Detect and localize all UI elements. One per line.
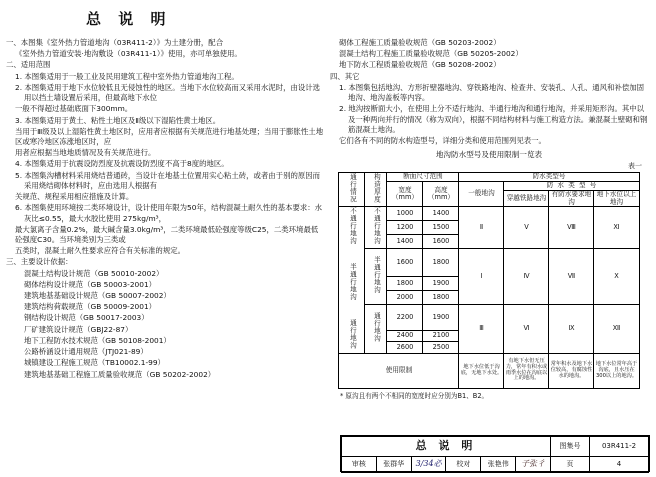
left-line-2-7: 5. 本图集沟槽材料采用烧结普通砖，当设计在地基土位置用实心粘土砖，或者由于别的原因而采用烧结砌体材料时，应由选用人根据有 <box>15 170 321 190</box>
th-width: 宽度（mm） <box>387 182 423 207</box>
left-heading-2: 二、适用范围 <box>6 60 51 70</box>
left-line-2-0: 1. 本图集适用于一般工业及民用建筑工程中室外热力管道地沟工程。 <box>15 71 239 81</box>
td-group-label-3: 通行地沟 <box>365 305 387 353</box>
tb-check-sign: 子张彳 <box>516 457 551 473</box>
left-line-2-8: 关规范、规程采用相应措施及计算。 <box>15 192 134 202</box>
table-subtitle: 表一 <box>628 161 642 170</box>
left-line-2-10: 最大氯离子含量0.2%，最大碱含量3.0kg/m³，二类环境最低砼强度等级C25，二类环境最低砼强度C30。当环境类别为三类或 <box>15 224 319 244</box>
left-line-2-6: 4. 本图集适用于抗震设防烈度及抗震设防烈度不高于8度的地区。 <box>15 159 229 169</box>
td-height-2: 1600 <box>423 235 459 249</box>
right-line-1: 2. 地沟按断面大小，在使用上分不适行地沟、半通行地沟和通行地沟，并采用矩形沟。其中以及一种两向并行的情况（称为双向），根据不同结构材料与施工构造方法。兼混凝土壁砌和钢筋混凝土地沟。 <box>339 104 648 134</box>
left-line-2-9: 6. 本图集使用环境按二类环境设计，设计使用年限为50年，结构混凝土耐久性的基本要求：水灰比≤0.55，最大水胶比使用 275kg/m³， <box>15 203 323 223</box>
tb-drawing-name: 总 说 明 <box>342 437 551 457</box>
th-waterproof-type: 防水类型号 <box>459 173 639 182</box>
table-row <box>339 207 639 221</box>
left-line-2-5: 用者应根据当地地质情况及有关规范进行。 <box>15 148 156 158</box>
left-line-1-0: 《室外热力管道安装·地沟敷设（03R411-1）》使用，亦可单独使用。 <box>15 49 242 59</box>
left-heading-1: 一、本图集《室外热力管道地沟（03R411-2）》为土建分册，配合 <box>6 38 224 47</box>
td-type4-g2: Ⅹ <box>594 249 639 305</box>
td-type1-g1: Ⅱ <box>459 207 504 249</box>
content-columns <box>6 38 650 438</box>
table-row <box>339 305 639 331</box>
th-type-wp: 有防水要求地沟 <box>549 190 594 207</box>
td-width-2: 1400 <box>387 235 423 249</box>
tb-review-sign: 3/34必 <box>411 457 446 473</box>
td-limit-label: 使用限制 <box>339 353 459 388</box>
left-line-2-3: 3. 本图集适用于黄土、粘性土地区及Ⅱ级以下湿陷性黄土地区。 <box>15 115 221 125</box>
left-ref-3: 建筑结构荷载规范（GB 50009-2001） <box>24 302 157 312</box>
table-footnote: * 原沟且有两个不相同的宽度时应分别为B1、B2。 <box>340 391 489 400</box>
tb-check-name: 张艳伟 <box>481 457 516 473</box>
td-passability-col: 不通行地沟 半通行地沟 通行地沟 <box>339 207 365 353</box>
td-group-label-1: 不通行地沟 <box>365 207 387 249</box>
left-heading-3: 三、主要设计依据： <box>6 257 73 267</box>
td-type3-g1: Ⅷ <box>549 207 594 249</box>
td-type1-g2: Ⅰ <box>459 249 504 305</box>
td-height-7: 2100 <box>423 330 459 341</box>
td-type4-g1: Ⅺ <box>594 207 639 249</box>
th-type-rail: 穿越铁路地沟 <box>504 190 549 207</box>
td-width-3: 1600 <box>387 249 423 277</box>
left-line-2-2: 一般不得超过基础底面下300mm。 <box>15 104 133 114</box>
left-line-2-11: 五类时，混凝土耐久性要求应符合有关标准的规定。 <box>15 246 185 256</box>
td-type3-g3: Ⅸ <box>549 305 594 353</box>
th-thickness: 构造厚度 <box>365 173 387 207</box>
right-line-0: 1. 本图集包括地沟、方形折壁器地沟、穿铁路地沟、检查井、安装孔、人孔、通风和补偿加固地沟、地沟盖板等内容。 <box>339 82 645 103</box>
th-height: 高度（mm） <box>423 182 459 207</box>
left-ref-6: 地下工程防水技术规范（GB 50108-2001） <box>24 335 171 345</box>
right-top-2: 地下防水工程质量验收规范（GB 50208-2002） <box>339 60 501 70</box>
td-limit-3: 地下水位常年高于沟底，且水压在300以上的地沟。 <box>594 353 639 388</box>
right-top-0: 砌体工程施工质量验收规范（GB 50203-2002） <box>339 38 501 47</box>
table-row <box>339 249 639 277</box>
th-type-general: 一般地沟 <box>459 182 504 207</box>
page-title: 总 说 明 <box>86 10 172 28</box>
td-height-0: 1400 <box>423 207 459 221</box>
left-ref-8: 城镇建设工程施工规范（TB10002.1-99） <box>24 358 165 368</box>
th-type-group: 防 水 类 型 号 <box>504 182 639 191</box>
document-page <box>0 8 656 477</box>
td-type2-g1: Ⅴ <box>504 207 549 249</box>
table-limit-row <box>339 353 639 388</box>
th-type-gw: 地下水位以上地沟 <box>594 190 639 207</box>
table-title: 地沟防水型号及使用限制一览表 <box>435 150 543 160</box>
td-limit-0: 地下水位低于沟底，无地下水处。 <box>459 353 504 388</box>
tb-page-no: 4 <box>590 457 649 473</box>
tb-review-name: 张群华 <box>376 457 411 473</box>
td-type1-g3: Ⅲ <box>459 305 504 353</box>
tb-page-label: 页 <box>551 457 590 473</box>
td-type2-g2: Ⅳ <box>504 249 549 305</box>
left-ref-1: 砌体结构设计规范（GB 50003-2001） <box>24 279 157 289</box>
td-width-7: 2400 <box>387 330 423 341</box>
td-height-5: 1800 <box>423 291 459 305</box>
right-column <box>330 38 648 438</box>
td-width-0: 1000 <box>387 207 423 221</box>
left-ref-4: 钢结构设计规范（GB 50017-2003） <box>24 313 149 323</box>
td-width-8: 2600 <box>387 342 423 353</box>
tb-atlas-label: 图集号 <box>551 437 590 457</box>
td-width-5: 2000 <box>387 291 423 305</box>
td-type4-g3: Ⅻ <box>594 305 639 353</box>
waterproof-type-table <box>338 172 639 388</box>
tb-check-label: 校对 <box>446 457 481 473</box>
td-width-1: 1200 <box>387 221 423 235</box>
td-group-label-2: 半通行地沟 <box>365 249 387 305</box>
left-ref-7: 公路桥涵设计通用规范（JTJ021-89） <box>24 347 148 357</box>
td-width-6: 2200 <box>387 305 423 331</box>
td-height-4: 1900 <box>423 277 459 291</box>
td-type3-g2: Ⅶ <box>549 249 594 305</box>
td-height-3: 1800 <box>423 249 459 277</box>
td-limit-1: 有地下水但无压力，常年有积水或雨季水位在沟底以上的地沟。 <box>504 353 549 388</box>
td-height-6: 1900 <box>423 305 459 331</box>
left-ref-9: 建筑地基基础工程施工质量验收规范（GB 50202-2002） <box>24 369 216 379</box>
right-heading-1: 四、其它 <box>330 71 360 81</box>
td-height-1: 1500 <box>423 221 459 235</box>
title-block <box>340 435 650 472</box>
tb-atlas-no: 03R411-2 <box>590 437 649 457</box>
th-passability: 通行情况 <box>339 173 365 207</box>
td-width-4: 1800 <box>387 277 423 291</box>
th-dim-range: 断面尺寸范围 <box>387 173 459 182</box>
tb-review-label: 审核 <box>342 457 377 473</box>
td-height-8: 2500 <box>423 342 459 353</box>
left-line-2-1: 2. 本图集适用于地下水位较低且无侵蚀性的地区。当地下水位较高而又采用水泥时，由设计选用以挡土墙设置后采用，但最高地下水位 <box>15 82 321 103</box>
left-ref-5: 厂矿建筑设计规范（GBJ22-87） <box>24 324 133 334</box>
left-ref-0: 混凝土结构设计规范（GB 50010-2002） <box>24 268 164 278</box>
right-line-2: 它们各有不同的防水构造型号，详细分类和使用范围列见表一。 <box>339 135 546 145</box>
right-top-1: 混凝土结构工程施工质量验收规范（GB 50205-2002） <box>339 49 523 59</box>
td-type2-g3: Ⅵ <box>504 305 549 353</box>
td-limit-2: 常年积水及地下水位较高，有腐蚀性水的地沟。 <box>549 353 594 388</box>
left-ref-2: 建筑地基基础设计规范（GB 50007-2002） <box>24 291 171 301</box>
left-column <box>6 38 324 438</box>
left-line-2-4: 当用于Ⅲ级及以上湿陷性黄土地区时，应用者应根据有关规范进行地基处理；当用于膨胀性土地区或寒冷地区冻涨地区时，应 <box>15 126 324 146</box>
